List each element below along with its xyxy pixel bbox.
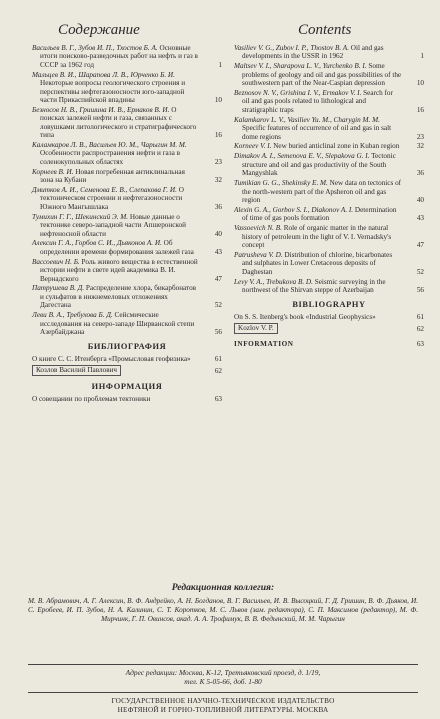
ru-contents-entry [32, 71, 222, 105]
en-contents-entry [234, 89, 424, 114]
publisher-line-1: ГОСУДАРСТВЕННОЕ НАУЧНО-ТЕХНИЧЕСКОЕ ИЗДАТЕЛЬСТВО [111, 697, 335, 705]
ru-contents-entry [32, 44, 222, 69]
en-entry-authors: Vassoevich N. B. [234, 224, 282, 233]
ru-entry-authors: Корнеев В. И. [32, 167, 74, 176]
ru-entry-authors: Алексин Г. А., Горбов С. И., Дьяконов А. И. [32, 239, 162, 248]
publisher-line-2: НЕФТЯНОЙ И ГОРНО-ТОПЛИВНОЙ ЛИТЕРАТУРЫ. МОСКВА [117, 705, 329, 714]
ru-contents-entry [32, 106, 222, 140]
en-entry-authors: Levy V. A., Trebukova B. D. [234, 277, 313, 286]
en-bib-page: 61 [416, 313, 424, 322]
ru-entry-title: Новые данные о тектонике северо-западной части Апшеронской нефтеносной области [40, 212, 186, 238]
ru-information-entry [32, 395, 222, 403]
en-entry-title: Seismic surveying in the northwest of the Shirvan steppe of Azerbaijan [242, 277, 386, 294]
en-entry-authors: Vasiliev V. G., Zubov I. P., Thostov B. A. [234, 44, 349, 52]
ru-entry-title: О поисках залежей нефти и газа, связанных с ловушками литологического и стратиграфического типа [40, 105, 197, 140]
en-bibliography-entry [234, 313, 424, 321]
ru-entry-authors: Патрушева В. Д. [32, 284, 85, 293]
ru-contents-entry [32, 186, 222, 211]
address-line-2: тел. К 5-05-66, доб. 1-80 [184, 677, 262, 686]
en-entry-title: New buried anticlinal zone in Kuban region [271, 142, 400, 151]
ru-entry-page: 40 [214, 229, 222, 238]
en-bib-author-page: 62 [416, 325, 424, 334]
en-bibliography-author-entry [234, 323, 424, 333]
ru-entry-page: 32 [214, 176, 222, 185]
en-entry-title: Distribution of chlorine, bicarbonates and sulphates in Lower Cretaceous deposits of Daghestan [242, 250, 393, 276]
en-contents-entry [234, 278, 424, 295]
english-entry-list [234, 44, 424, 294]
ru-info-page: 63 [214, 394, 222, 403]
en-entry-title: Determination of time of gas pools formation [242, 205, 397, 223]
ru-entry-title: Новая погребенная антиклинальная зона на Кубани [40, 167, 185, 185]
ru-contents-entry [32, 141, 222, 166]
ru-entry-authors: Васильев В. Г., Зубов И. П., Тхостов Б. А. [32, 44, 158, 52]
ru-entry-authors: Тумихин Г. Г., Шекинский Э. М. [32, 212, 129, 221]
en-information-entry [234, 340, 424, 348]
en-entry-title: Search for oil and gas pools related to lithological and stratigraphic traps [242, 89, 393, 114]
en-contents-entry [234, 142, 424, 150]
ru-entry-title: Особенности распространения нефти и газа в соленокупольных областях [40, 149, 180, 166]
en-entry-title: Specific features of occurrence of oil and gas in salt dome regions [242, 124, 392, 141]
ru-entry-authors: Леви В. А., Требухова Б. Д. [32, 311, 113, 320]
en-info-page: 63 [416, 339, 424, 348]
contents-title-en: Contents [298, 22, 352, 38]
ru-entry-page: 23 [214, 157, 222, 166]
ru-bib-page: 61 [214, 355, 222, 364]
editorial-board-members: М. В. Абрамович, А. Г. Алексин, В. Ф. Андрейко, А. Н. Богданов, В. Г. Васильев, И. В. Высоцкий, Г. Д. Гришин, В. Ф. Дьяков, И. С. Еробеев, И. П. Зубов, Н. А. Калинин, С. Т. Коротков, М. С. Львов (зам. редактора), С. П. Максимов (редактор), М. Ф. Мирчинк, Г. П. Овинсов, акад. А. А. Трофимук, В. В. Федынский, М. М. Чарыгин [28, 597, 418, 623]
en-bib-text: On S. S. Itenberg's book «Industrial Geophysics» [234, 313, 376, 322]
en-entry-page: 16 [416, 105, 424, 114]
ru-entry-authors: Каламкаров Л. В., Васильев Ю. М., Чарыгин М. М. [32, 140, 187, 149]
ru-entry-authors: Мальцев В. И., Шарапова Л. В., Юрченко Б. И. [32, 70, 175, 79]
ru-entry-authors: Дмитков А. И., Семенова Е. В., Слепакова Г. И. [32, 186, 177, 194]
publisher-imprint [28, 697, 418, 714]
ru-bibliography-author-entry [32, 365, 222, 375]
en-entry-authors: Beznosov N. V., Grishina I. V., Ermakov V. I. [234, 89, 362, 98]
ru-contents-entry [32, 213, 222, 238]
ru-entry-authors: Безносов Н. В., Гришина И. В., Ермаков В. И. [32, 105, 170, 114]
en-entry-title: Some problems of geology and oil and gas possibilities of the southwestern part of the Near-Caspian depression [242, 62, 402, 88]
ru-bib-author-page: 62 [214, 367, 222, 376]
en-entry-page: 36 [416, 169, 424, 178]
ru-entry-page: 43 [214, 247, 222, 256]
en-entry-page: 47 [416, 240, 424, 249]
en-entry-page: 52 [416, 267, 424, 276]
ru-entry-title: Об определении времени формирования залежей газа [40, 239, 194, 256]
ru-contents-entry [32, 239, 222, 256]
ru-contents-entry [32, 284, 222, 309]
ru-entry-title: О тектоническом строении и нефтегазоносности Южного Мангышлака [40, 186, 184, 211]
en-contents-entry [234, 206, 424, 223]
ru-entry-title: Основные итоги поисково-разведочных работ на нефть и газ в СССР за 1962 год [40, 44, 198, 69]
editorial-address [28, 668, 418, 686]
editorial-board-title: Редакционная коллегия: [171, 582, 275, 593]
ru-entry-page: 52 [214, 301, 222, 310]
en-contents-entry [234, 62, 424, 87]
en-entry-page: 32 [416, 142, 424, 151]
en-information-heading: INFORMATION [234, 339, 294, 348]
divider-line [28, 692, 418, 693]
ru-info-text: О совещании по проблемам тектоники [32, 394, 151, 403]
en-entry-authors: Alexin G. A., Gorbov S. I., Diakonov A. I. [234, 205, 354, 214]
ru-entry-authors: Вассоевич Н. Б. [32, 257, 80, 266]
en-contents-entry [234, 152, 424, 177]
ru-contents-entry [32, 168, 222, 185]
ru-entry-page: 10 [214, 95, 222, 104]
ru-entry-title: Распределение хлора, бикарбонатов и сульфатов в нижнемеловых отложениях Дагестана [40, 284, 197, 310]
ru-entry-title: Роль живого вещества в естественной истории нефти в свете идей академика В. И. Вернадского [40, 257, 198, 283]
divider-line [28, 664, 418, 665]
ru-contents-entry [32, 258, 222, 283]
ru-bibliography-heading: БИБЛИОГРАФИЯ [87, 342, 167, 352]
en-contents-entry [234, 116, 424, 141]
russian-contents-column [32, 44, 222, 405]
en-contents-entry [234, 224, 424, 249]
en-entry-authors: Maltsev V. I., Sharapova L. V., Yurchenko B. I. [234, 62, 367, 71]
ru-bib-text: О книге С. С. Итенберга «Промысловая геофизика» [32, 355, 191, 364]
en-entry-title: Oil and gas developments in the USSR in 1962 [242, 44, 384, 61]
ru-bib-author: Козлов Василий Павлович [32, 365, 121, 375]
en-entry-title: Role of organic matter in the natural history of petroleum in the light of V. I. Vernadsky's concept [242, 224, 392, 249]
en-bibliography-heading: BIBLIOGRAPHY [292, 300, 366, 310]
en-contents-entry [234, 251, 424, 276]
en-entry-title: Tectonic structure and oil and gas productivity of the South Mangyshlak [242, 152, 396, 178]
ru-contents-entry [32, 311, 222, 336]
ru-entry-page: 16 [214, 131, 222, 140]
ru-entry-page: 36 [214, 202, 222, 211]
contents-title-ru: Содержание [58, 22, 140, 38]
en-entry-title: New data on tectonics of the north-western part of the Apsheron oil and gas region [242, 179, 402, 204]
russian-entry-list [32, 44, 222, 336]
en-entry-authors: Dimakov A. I., Semenova E. V., Slepakova G. I. [234, 152, 370, 161]
ru-entry-page: 1 [218, 60, 222, 69]
en-entry-page: 56 [416, 285, 424, 294]
ru-entry-title: Сейсмические исследования на северо-западе Ширванской степи Азербайджана [40, 311, 195, 336]
ru-entry-page: 56 [214, 328, 222, 336]
ru-entry-title: Некоторые вопросы геологического строения и перспективы нефтегазоносности юго-западной части Прикаспийской впадины [40, 79, 186, 104]
ru-bibliography-entry [32, 355, 222, 363]
en-entry-page: 10 [416, 79, 424, 88]
ru-information-heading: ИНФОРМАЦИЯ [91, 381, 163, 391]
en-entry-authors: Kalamkarov L. V., Vasiliev Yu. M., Charygin M. M. [234, 115, 380, 124]
en-bib-author: Kozlov V. P. [234, 323, 278, 333]
en-entry-authors: Tumikian G. G., Shekinsky E. M. [234, 179, 328, 188]
english-contents-column [234, 44, 424, 350]
ru-entry-page: 47 [214, 274, 222, 283]
en-entry-page: 23 [416, 132, 424, 141]
en-contents-entry [234, 44, 424, 61]
en-entry-page: 43 [416, 214, 424, 223]
address-line-1: Адрес редакции: Москва, К-12, Третьяковский проезд, д. 1/19, [125, 668, 321, 677]
en-entry-authors: Korneev V. I. [234, 142, 272, 151]
en-contents-entry [234, 179, 424, 204]
editorial-board [28, 582, 418, 624]
en-entry-authors: Patrusheva V. D. [234, 250, 283, 259]
en-entry-page: 1 [420, 52, 424, 61]
en-entry-page: 40 [416, 195, 424, 204]
